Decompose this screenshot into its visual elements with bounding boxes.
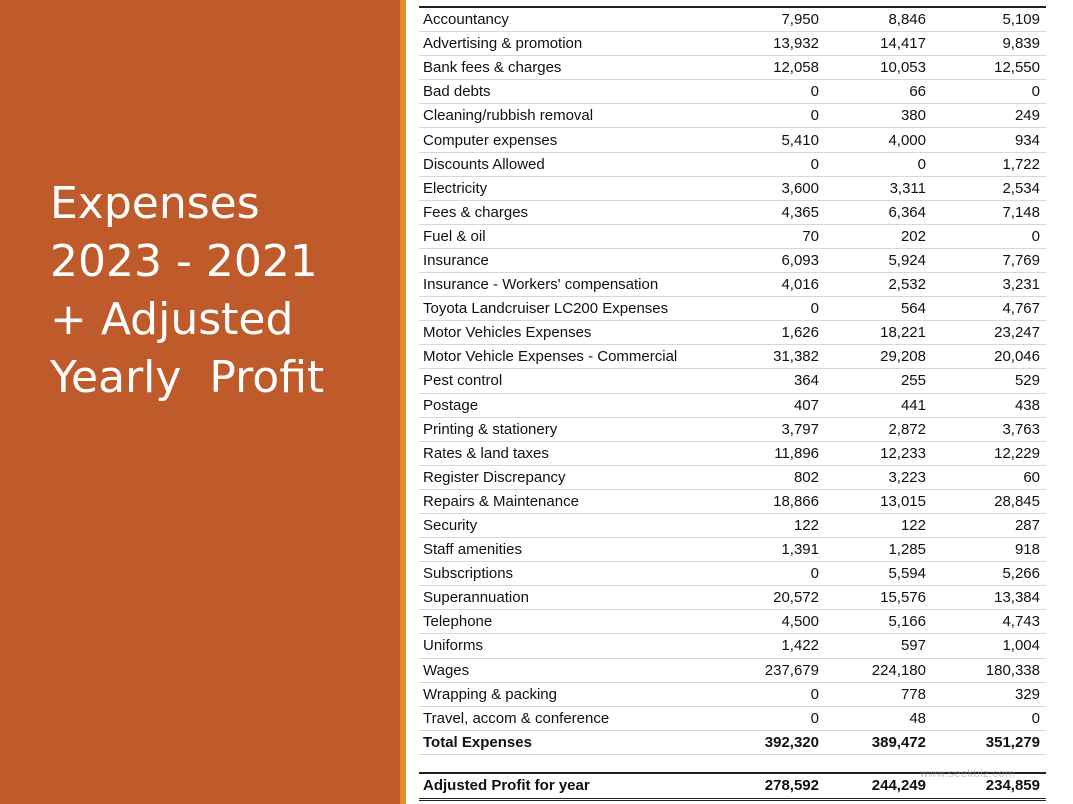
value-2021: 20,046: [932, 345, 1046, 369]
table-row: [419, 273, 1046, 297]
value-2023: 13,932: [741, 32, 825, 56]
table-row: [419, 176, 1046, 200]
value-2021: 12,229: [932, 441, 1046, 465]
profit-label: Adjusted Profit for year: [423, 777, 590, 794]
value-2023: 5,410: [741, 128, 825, 152]
row-label: Register Discrepancy: [419, 465, 741, 489]
value-2023: 802: [741, 465, 825, 489]
value-2023: 1,422: [741, 634, 825, 658]
row-label: Discounts Allowed: [419, 152, 741, 176]
table-row: [419, 706, 1046, 730]
table-row: [419, 465, 1046, 489]
title-line: 2023 - 2021: [50, 236, 318, 287]
title-line: + Adjusted: [50, 294, 294, 345]
table-row: [419, 538, 1046, 562]
value-2021: 918: [932, 538, 1046, 562]
row-label: Insurance - Workers' compensation: [419, 273, 741, 297]
value-2021: 934: [932, 128, 1046, 152]
value-2021: 0: [932, 224, 1046, 248]
value-2021: 1,722: [932, 152, 1046, 176]
profit-value-2023: 278,592: [764, 777, 819, 794]
value-2021: 287: [932, 513, 1046, 537]
value-2023: 364: [741, 369, 825, 393]
table-row: [419, 682, 1046, 706]
row-label: Total Expenses: [419, 730, 741, 754]
value-2022: 122: [825, 513, 932, 537]
value-2021: 7,769: [932, 248, 1046, 272]
table-row: [419, 345, 1046, 369]
value-2022: 6,364: [825, 200, 932, 224]
slide-title: [50, 175, 390, 407]
value-2022: 12,233: [825, 441, 932, 465]
row-label: Electricity: [419, 176, 741, 200]
value-2021: 2,534: [932, 176, 1046, 200]
value-2023: 0: [741, 297, 825, 321]
row-label: Uniforms: [419, 634, 741, 658]
profit-value-2022: 244,249: [871, 777, 926, 794]
value-2023: 237,679: [741, 658, 825, 682]
value-2023: 31,382: [741, 345, 825, 369]
row-label: Repairs & Maintenance: [419, 489, 741, 513]
table-row: [419, 128, 1046, 152]
value-2023: 0: [741, 706, 825, 730]
value-2021: 249: [932, 104, 1046, 128]
row-label: Printing & stationery: [419, 417, 741, 441]
value-2022: 441: [825, 393, 932, 417]
table-row: [419, 489, 1046, 513]
table-row: [419, 586, 1046, 610]
value-2022: 13,015: [825, 489, 932, 513]
value-2021: 351,279: [932, 730, 1046, 754]
table-row: [419, 441, 1046, 465]
value-2023: 1,626: [741, 321, 825, 345]
table-row: [419, 152, 1046, 176]
table-row: [419, 658, 1046, 682]
row-label: Motor Vehicles Expenses: [419, 321, 741, 345]
value-2021: 13,384: [932, 586, 1046, 610]
table-row: [419, 321, 1046, 345]
value-2023: 1,391: [741, 538, 825, 562]
value-2021: 9,839: [932, 32, 1046, 56]
total-expenses-row: [419, 730, 1046, 754]
table-row: [419, 513, 1046, 537]
value-2021: 28,845: [932, 489, 1046, 513]
table-row: [419, 80, 1046, 104]
value-2021: 180,338: [932, 658, 1046, 682]
value-2022: 3,223: [825, 465, 932, 489]
table-row: [419, 562, 1046, 586]
value-2023: 4,016: [741, 273, 825, 297]
value-2023: 0: [741, 80, 825, 104]
value-2023: 70: [741, 224, 825, 248]
value-2022: 5,924: [825, 248, 932, 272]
row-label: Travel, accom & conference: [419, 706, 741, 730]
value-2022: 18,221: [825, 321, 932, 345]
table-row: [419, 56, 1046, 80]
row-label: Security: [419, 513, 741, 537]
title-panel: [0, 0, 400, 804]
value-2023: 3,797: [741, 417, 825, 441]
table-row: [419, 32, 1046, 56]
value-2021: 60: [932, 465, 1046, 489]
row-label: Cleaning/rubbish removal: [419, 104, 741, 128]
value-2022: 2,872: [825, 417, 932, 441]
table-row: [419, 610, 1046, 634]
value-2023: 122: [741, 513, 825, 537]
value-2022: 8,846: [825, 8, 932, 32]
value-2022: 14,417: [825, 32, 932, 56]
value-2021: 4,743: [932, 610, 1046, 634]
value-2021: 1,004: [932, 634, 1046, 658]
value-2023: 0: [741, 104, 825, 128]
row-label: Bad debts: [419, 80, 741, 104]
profit-double-rule: [419, 798, 1046, 801]
value-2023: 4,365: [741, 200, 825, 224]
value-2021: 23,247: [932, 321, 1046, 345]
table-row: [419, 248, 1046, 272]
table-row: [419, 224, 1046, 248]
row-label: Wrapping & packing: [419, 682, 741, 706]
value-2022: 202: [825, 224, 932, 248]
table-row: [419, 634, 1046, 658]
profit-value-2021: 234,859: [985, 777, 1040, 794]
value-2022: 380: [825, 104, 932, 128]
value-2022: 5,166: [825, 610, 932, 634]
row-label: Insurance: [419, 248, 741, 272]
value-2022: 48: [825, 706, 932, 730]
value-2021: 529: [932, 369, 1046, 393]
row-label: Staff amenities: [419, 538, 741, 562]
row-label: Motor Vehicle Expenses - Commercial: [419, 345, 741, 369]
value-2022: 255: [825, 369, 932, 393]
value-2021: 5,266: [932, 562, 1046, 586]
table-row: [419, 297, 1046, 321]
value-2022: 4,000: [825, 128, 932, 152]
value-2022: 224,180: [825, 658, 932, 682]
value-2023: 0: [741, 152, 825, 176]
value-2021: 438: [932, 393, 1046, 417]
value-2021: 0: [932, 706, 1046, 730]
value-2023: 407: [741, 393, 825, 417]
table-row: [419, 8, 1046, 32]
value-2023: 12,058: [741, 56, 825, 80]
value-2021: 12,550: [932, 56, 1046, 80]
value-2023: 7,950: [741, 8, 825, 32]
row-label: Telephone: [419, 610, 741, 634]
value-2023: 18,866: [741, 489, 825, 513]
value-2021: 0: [932, 80, 1046, 104]
value-2023: 3,600: [741, 176, 825, 200]
value-2021: 4,767: [932, 297, 1046, 321]
row-label: Wages: [419, 658, 741, 682]
value-2022: 389,472: [825, 730, 932, 754]
row-label: Advertising & promotion: [419, 32, 741, 56]
value-2021: 329: [932, 682, 1046, 706]
row-label: Rates & land taxes: [419, 441, 741, 465]
table-row: [419, 393, 1046, 417]
value-2022: 3,311: [825, 176, 932, 200]
value-2022: 29,208: [825, 345, 932, 369]
table-row: [419, 104, 1046, 128]
row-label: Superannuation: [419, 586, 741, 610]
value-2021: 3,231: [932, 273, 1046, 297]
row-label: Fees & charges: [419, 200, 741, 224]
value-2022: 597: [825, 634, 932, 658]
value-2023: 392,320: [741, 730, 825, 754]
value-2022: 5,594: [825, 562, 932, 586]
value-2023: 11,896: [741, 441, 825, 465]
value-2023: 0: [741, 682, 825, 706]
value-2023: 20,572: [741, 586, 825, 610]
value-2022: 564: [825, 297, 932, 321]
table-row: [419, 200, 1046, 224]
table-row: [419, 369, 1046, 393]
row-label: Fuel & oil: [419, 224, 741, 248]
value-2022: 2,532: [825, 273, 932, 297]
value-2021: 5,109: [932, 8, 1046, 32]
value-2023: 4,500: [741, 610, 825, 634]
accent-divider: [400, 0, 406, 804]
value-2022: 66: [825, 80, 932, 104]
row-label: Pest control: [419, 369, 741, 393]
value-2021: 3,763: [932, 417, 1046, 441]
row-label: Subscriptions: [419, 562, 741, 586]
row-label: Accountancy: [419, 8, 741, 32]
title-line: Yearly Profit: [50, 352, 325, 403]
row-label: Bank fees & charges: [419, 56, 741, 80]
title-line: Expenses: [50, 178, 260, 229]
watermark: www.seekbiz.com: [920, 768, 1015, 780]
value-2023: 0: [741, 562, 825, 586]
table-row: [419, 417, 1046, 441]
expenses-table: [419, 8, 1046, 755]
value-2022: 15,576: [825, 586, 932, 610]
value-2021: 7,148: [932, 200, 1046, 224]
value-2022: 1,285: [825, 538, 932, 562]
row-label: Computer expenses: [419, 128, 741, 152]
row-label: Toyota Landcruiser LC200 Expenses: [419, 297, 741, 321]
value-2022: 778: [825, 682, 932, 706]
expenses-table-body: [419, 8, 1046, 754]
row-label: Postage: [419, 393, 741, 417]
value-2022: 0: [825, 152, 932, 176]
value-2023: 6,093: [741, 248, 825, 272]
value-2022: 10,053: [825, 56, 932, 80]
